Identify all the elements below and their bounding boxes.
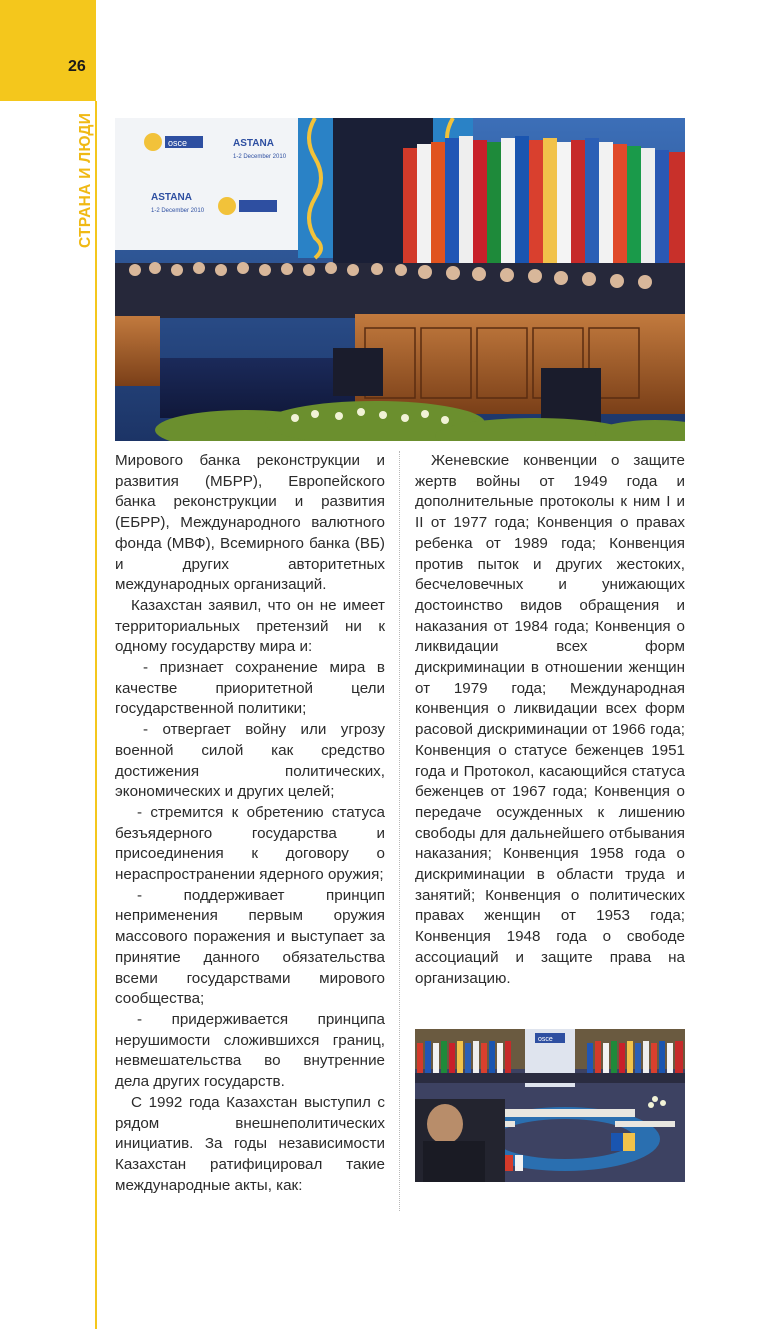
screen-city-label: ASTANA (151, 192, 192, 203)
screen-dates-label: 1-2 December 2010 (233, 154, 287, 160)
list-item: - поддерживает принцип неприменения первым оружия массового поражения и выступает за принятие данного обязательства всеми государствами мирового сообщества; (115, 886, 385, 1008)
screen-dates-label: 1-2 December 2010 (151, 208, 205, 214)
paragraph: С 1992 года Казахстан выступил с рядом внешнеполитических инициатив. За годы независимости Казахстан ратифицировал такие международные акты, как: (115, 1093, 385, 1194)
list-item: - стремится к обретению статуса безъядерного государства и присоединения к договору о нераспространении ядерного оружия; (115, 803, 385, 884)
list-item: - отвергает войну или угрозу военной силой как средство достижения политических, экономических и других целей; (115, 721, 385, 801)
logo-text: osce (538, 1036, 553, 1043)
left-text-column (115, 451, 385, 1196)
margin-rule (95, 101, 97, 1329)
summit-hall-photo (115, 118, 685, 441)
page-number-tab (0, 0, 96, 101)
plenary-session-photo (415, 1029, 685, 1182)
paragraph: Казахстан заявил, что он не имеет территориальных претензий ни к одному государству мира и: (115, 596, 385, 656)
paragraph: Мирового банка реконструкции и развития (МБРР), Европейского банка реконструкции и развития (ЕБРР), Международного валютного фонда (МВФ), Всемирного банка (ВБ) и других авторитетных международных организаций. (115, 452, 385, 594)
logo-text: osce (168, 138, 188, 148)
paragraph: Женевские конвенции о защите жертв войны от 1949 года и дополнительные протоколы к ним I и II от 1977 года; Конвенция о правах ребенка от 1989 года; Конвенция против пыток и других жестоких, бесчеловечных и унижающих достоинство видов обращения и наказания от 1984 года; Конвенция о ликвидации всех форм дискриминации в отношении женщин от 1979 года; Международная конвенция о ликвидации всех форм расовой дискриминации от 1966 года; Конвенция о статусе беженцев 1951 года и Протокол, касающийся статуса беженцев от 1967 года; Конвенция о передаче осужденных к лишению свободы для дальнейшего отбывания наказания; Конвенция 1958 года о дискриминации в области труда и занятий; Конвенция о политических правах женщин от 1953 года; Конвенция 1948 года о свободе ассоциаций и защите права на организацию. (415, 452, 685, 987)
screen-city-label: ASTANA (233, 138, 274, 149)
list-item: - придерживается принципа нерушимости сложившихся границ, невмешательства во внутренние дела других государств. (115, 1010, 385, 1091)
list-item: - признает сохранение мира в качестве приоритетной цели государственной политики; (115, 659, 385, 718)
page-number: 26 (68, 58, 86, 75)
right-text-column (415, 451, 685, 989)
column-divider (399, 451, 400, 1211)
section-label: СТРАНА И ЛЮДИ (77, 112, 94, 248)
